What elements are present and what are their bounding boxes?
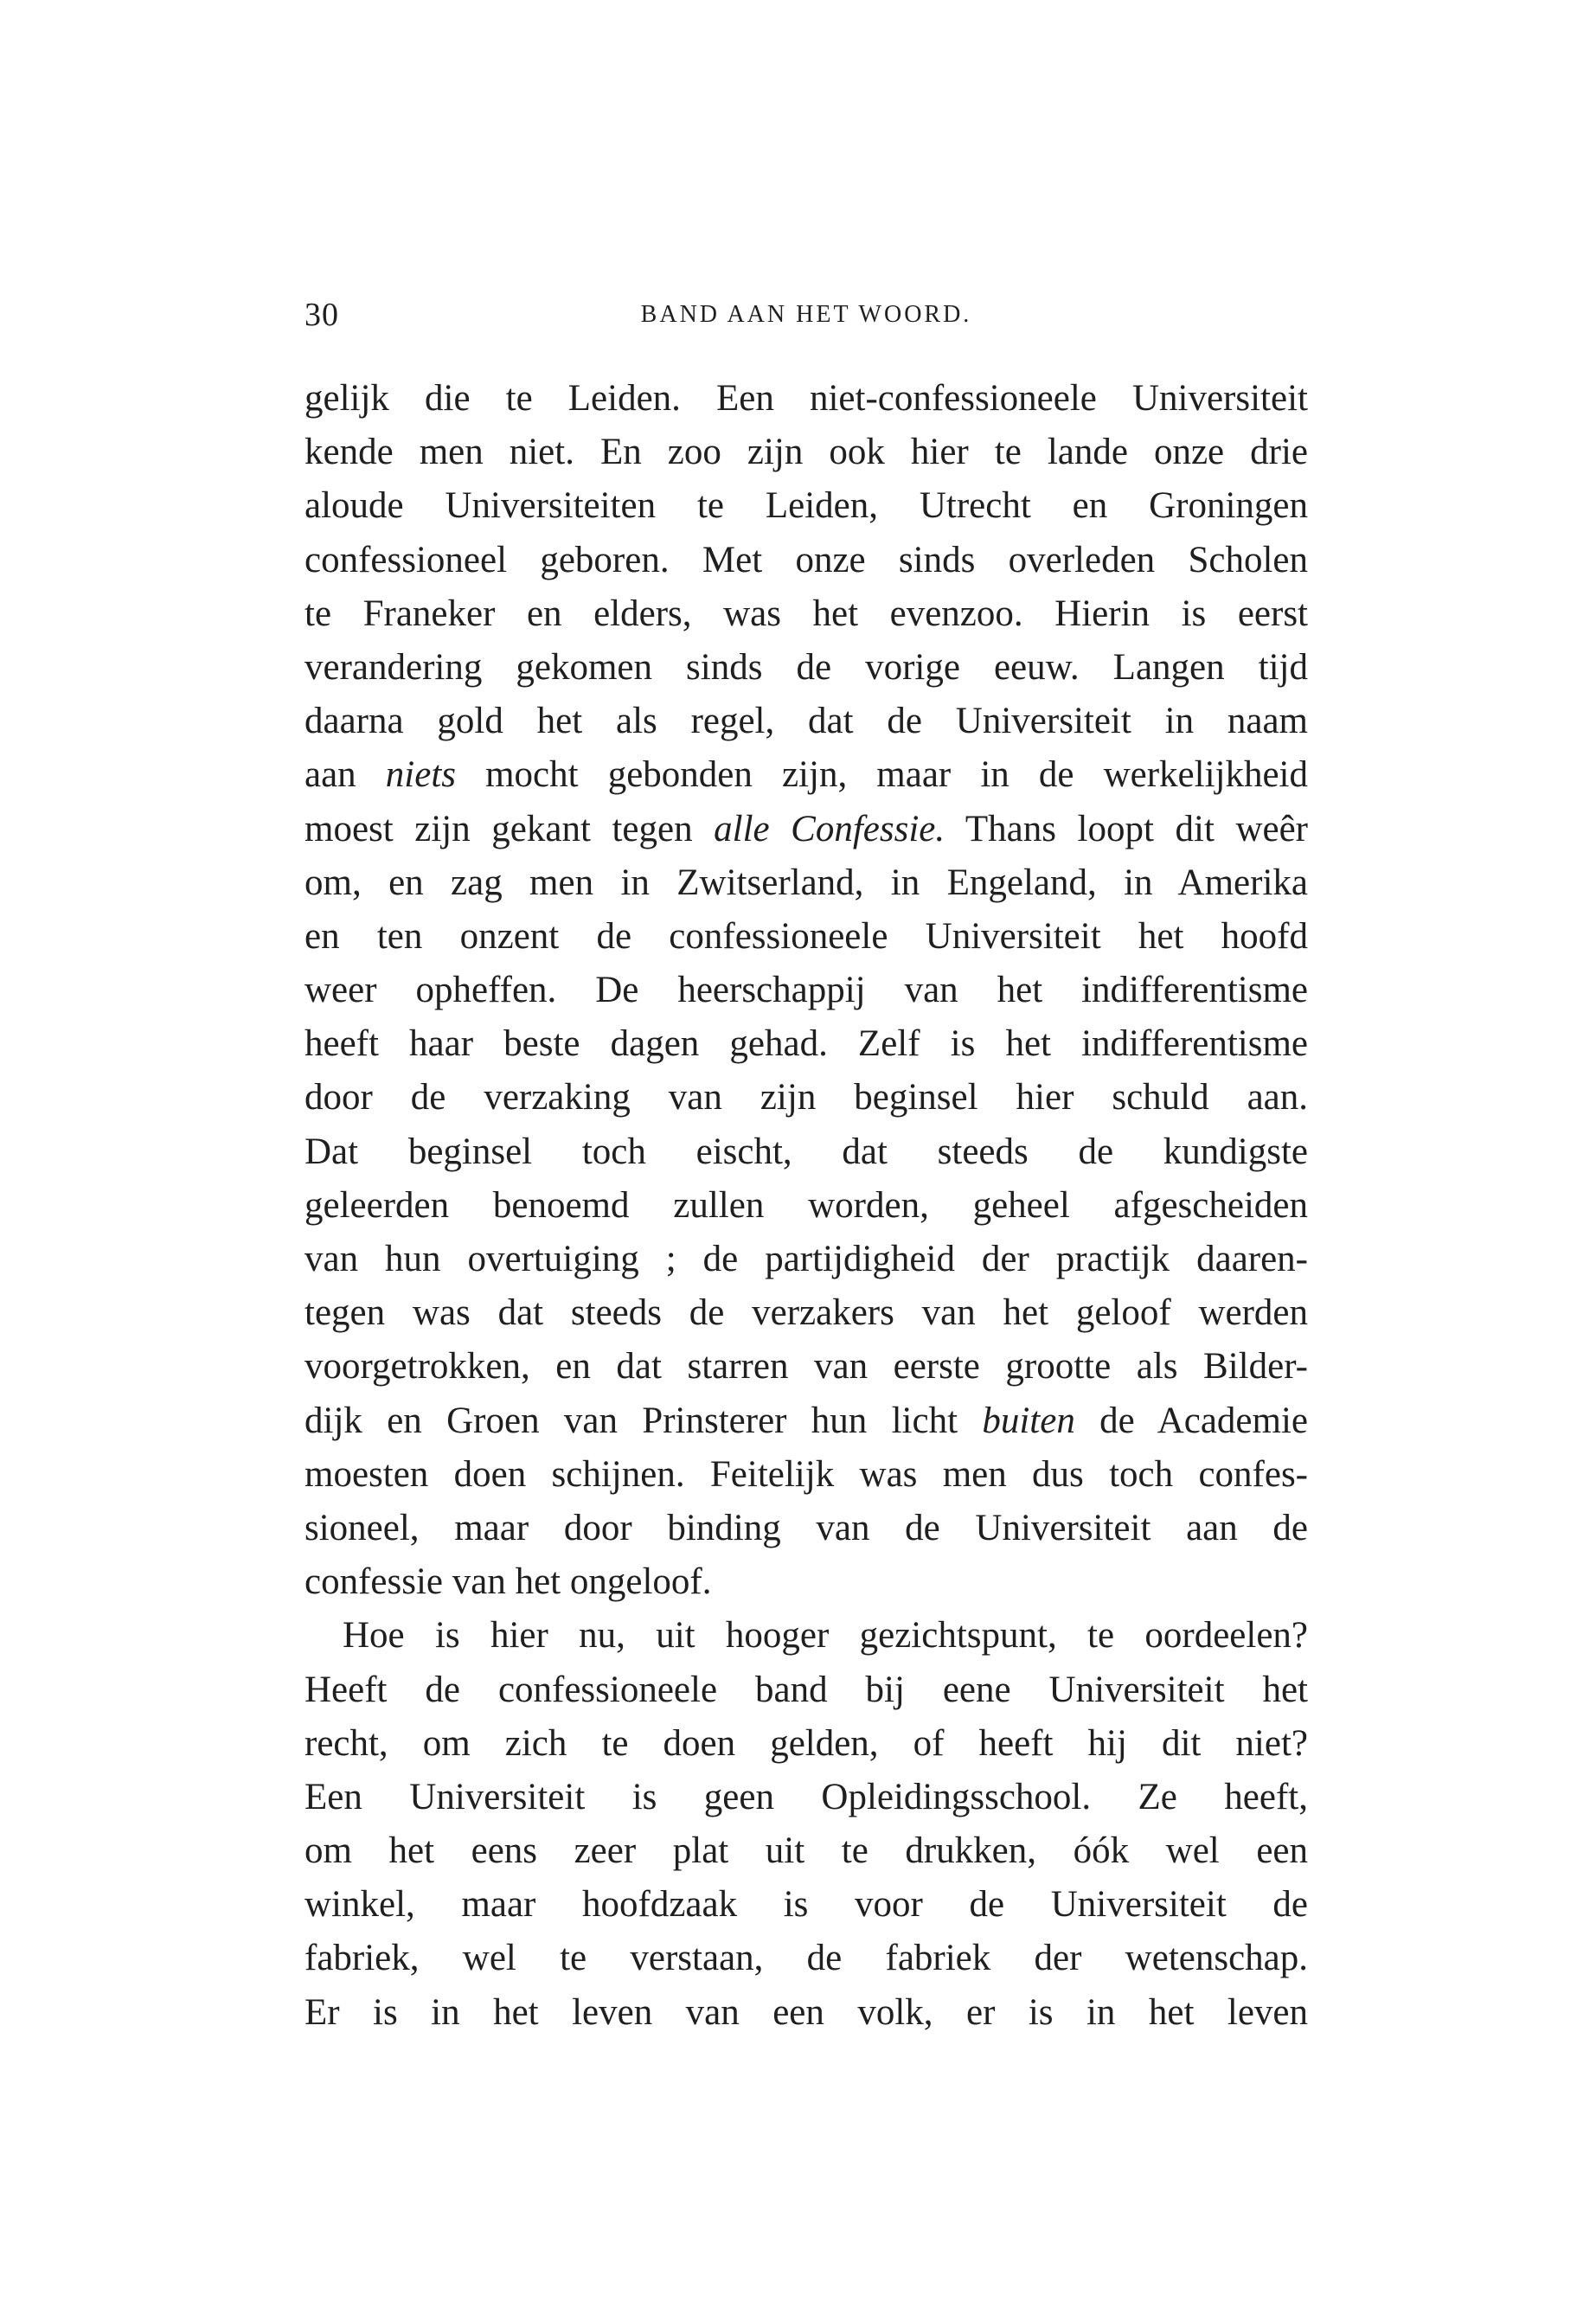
text-line: moesten doen schijnen. Feitelijk was men dus toch confes- xyxy=(304,1453,1308,1495)
page-number: 30 xyxy=(304,297,339,333)
text-line: weer opheffen. De heerschappij van het indifferentisme xyxy=(304,970,1308,1011)
italic-text: niets xyxy=(385,754,456,796)
text-line: recht, om zich te doen gelden, of heeft hij dit niet? xyxy=(304,1722,1308,1764)
italic-text: buiten xyxy=(982,1400,1075,1441)
text-line: tegen was dat steeds de verzakers van het geloof werden xyxy=(304,1292,1308,1334)
text-line: daarna gold het als regel, dat de Universiteit in naam xyxy=(304,701,1308,742)
running-head xyxy=(304,292,1308,337)
text-line: Dat beginsel toch eischt, dat steeds de kundigste xyxy=(304,1131,1308,1172)
paragraph-first-line: Hoe is hier nu, uit hooger gezichtspunt, te oordeelen? xyxy=(343,1615,1308,1657)
text-line: dijk en Groen van Prinsterer hun licht buiten de Academie xyxy=(304,1400,1308,1441)
text-line: te Franeker en elders, was het evenzoo. Hierin is eerst xyxy=(304,593,1308,634)
text-line: confessie van het ongeloof. xyxy=(304,1561,712,1603)
text-line: verandering gekomen sinds de vorige eeuw. Langen tijd xyxy=(304,646,1308,688)
text-line: van hun overtuiging ; de partijdigheid der practijk daaren- xyxy=(304,1239,1308,1279)
body-text xyxy=(304,372,1308,2040)
text-line: Heeft de confessioneele band bij eene Universiteit het xyxy=(304,1669,1308,1710)
italic-text: alle Confessie. xyxy=(714,808,945,849)
text-line: kende men niet. En zoo zijn ook hier te lande onze drie xyxy=(304,432,1308,473)
text-line: geleerden benoemd zullen worden, geheel afgescheiden xyxy=(304,1184,1308,1226)
text-line: Een Universiteit is geen Opleidingsschool. Ze heeft, xyxy=(304,1776,1308,1817)
text-line: aan niets mocht gebonden zijn, maar in de werkelijkheid xyxy=(304,754,1308,796)
text-line: winkel, maar hoofdzaak is voor de Universiteit de xyxy=(304,1884,1308,1926)
text-line: fabriek, wel te verstaan, de fabriek der wetenschap. xyxy=(304,1938,1308,1979)
text-line: en ten onzent de confessioneele Universiteit het hoofd xyxy=(304,915,1308,957)
text-line: gelijk die te Leiden. Een niet-confessioneele Universiteit xyxy=(304,378,1308,419)
text-line: heeft haar beste dagen gehad. Zelf is het indifferentisme xyxy=(304,1023,1308,1065)
text-line: confessioneel geboren. Met onze sinds overleden Scholen xyxy=(304,539,1308,580)
text-line: Er is in het leven van een volk, er is in het leven xyxy=(304,1991,1308,2033)
text-line: voorgetrokken, en dat starren van eerste grootte als Bilder- xyxy=(304,1346,1308,1388)
text-line: door de verzaking van zijn beginsel hier schuld aan. xyxy=(304,1077,1308,1118)
running-title: BAND AAN HET WOORD. xyxy=(640,301,972,328)
text-line: moest zijn gekant tegen alle Confessie. Thans loopt dit weêr xyxy=(304,808,1308,849)
text-line: om, en zag men in Zwitserland, in Engeland, in Amerika xyxy=(304,862,1308,903)
text-line: aloude Universiteiten te Leiden, Utrecht en Groningen xyxy=(304,485,1308,527)
text-line: om het eens zeer plat uit te drukken, óók wel een xyxy=(304,1830,1308,1872)
text-line: sioneel, maar door binding van de Universiteit aan de xyxy=(304,1507,1308,1548)
